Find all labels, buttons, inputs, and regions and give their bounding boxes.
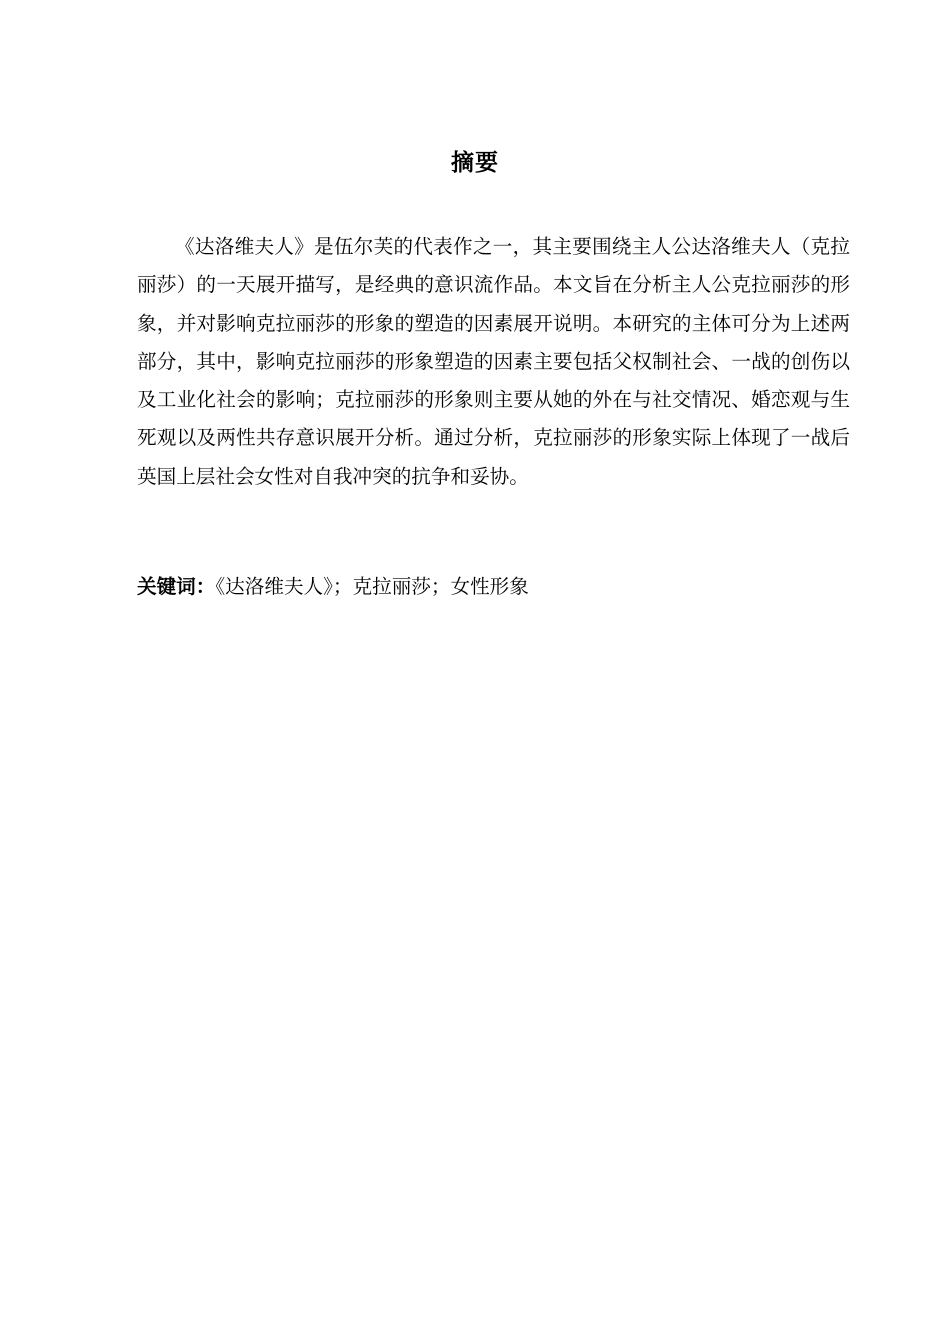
keywords-line xyxy=(137,570,850,604)
abstract-body: 《达洛维夫人》是伍尔芙的代表作之一，其主要围绕主人公达洛维夫人（克拉丽莎）的一天展开描写，是经典的意识流作品。本文旨在分析主人公克拉丽莎的形象，并对影响克拉丽莎的形象的塑造的因素展开说明。本研究的主体可分为上述两部分，其中，影响克拉丽莎的形象塑造的因素主要包括父权制社会、一战的创伤以及工业化社会的影响；克拉丽莎的形象则主要从她的外在与社交情况、婚恋观与生死观以及两性共存意识展开分析。通过分析，克拉丽莎的形象实际上体现了一战后英国上层社会女性对自我冲突的抗争和妥协。 xyxy=(137,235,850,488)
abstract-title: 摘要 xyxy=(451,150,499,176)
keywords-value: 《达洛维夫人》；克拉丽莎；女性形象 xyxy=(215,575,529,598)
keywords-label: 关键词： xyxy=(137,575,216,598)
